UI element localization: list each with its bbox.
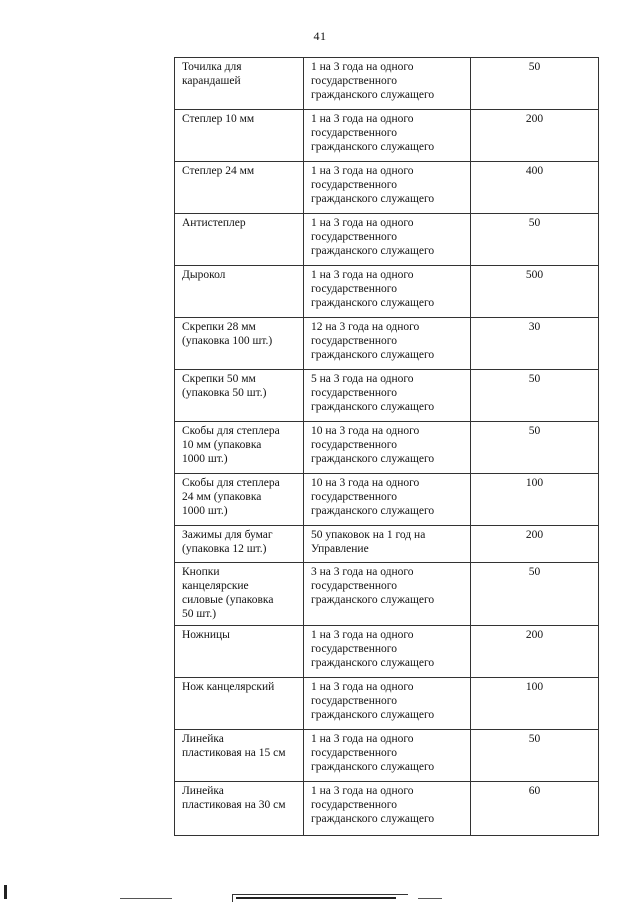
item-name-cell: [175, 782, 304, 836]
norm-cell: [304, 526, 471, 563]
norm-cell: [304, 563, 471, 626]
norm-cell: [304, 730, 471, 782]
item-name-cell: [175, 370, 304, 422]
item-price: 50: [528, 733, 541, 745]
norm-cell: [304, 266, 471, 318]
item-norm: 1 на 3 года на одного государственного гражданского служащего: [311, 629, 435, 669]
norm-cell: [304, 626, 471, 678]
norm-cell: [304, 370, 471, 422]
item-name: Зажимы для бумаг (упаковка 12 шт.): [182, 529, 273, 555]
item-norm: 5 на 3 года на одного государственного гражданского служащего: [311, 373, 435, 413]
item-name-cell: [175, 563, 304, 626]
item-price: 500: [525, 269, 544, 281]
item-norm: 10 на 3 года на одного государственного гражданского служащего: [311, 477, 435, 517]
item-norm: 1 на 3 года на одного государственного гражданского служащего: [311, 733, 435, 773]
item-norm: 1 на 3 года на одного государственного гражданского служащего: [311, 269, 435, 309]
supplies-norms-table: [174, 57, 599, 836]
table-row: [175, 422, 599, 474]
item-name: Линейка пластиковая на 15 см: [182, 733, 286, 759]
item-name-cell: [175, 678, 304, 730]
item-name: Скобы для степлера 24 мм (упаковка 1000 шт.): [182, 477, 280, 517]
table-row: [175, 526, 599, 563]
item-price: 400: [525, 165, 544, 177]
item-name: Точилка для карандашей: [182, 61, 242, 87]
item-name-cell: [175, 422, 304, 474]
item-norm: 1 на 3 года на одного государственного гражданского служащего: [311, 785, 435, 825]
item-name: Кнопки канцелярские силовые (упаковка 50 шт.): [182, 566, 274, 620]
item-norm: 50 упаковок на 1 год на Управление: [311, 529, 426, 555]
item-name: Ножницы: [182, 629, 230, 641]
norm-cell: [304, 58, 471, 110]
price-cell: [471, 266, 599, 318]
item-price: 50: [528, 566, 541, 578]
table-row: [175, 626, 599, 678]
norm-cell: [304, 162, 471, 214]
table-row: [175, 110, 599, 162]
item-price: 60: [528, 785, 541, 797]
item-price: 50: [528, 425, 541, 437]
item-name-cell: [175, 626, 304, 678]
page-number: 41: [313, 29, 327, 43]
table-row: [175, 730, 599, 782]
footer-stamp-line: [236, 897, 396, 899]
price-cell: [471, 110, 599, 162]
norm-cell: [304, 110, 471, 162]
footer-rule-left: [120, 898, 172, 899]
item-name-cell: [175, 266, 304, 318]
price-cell: [471, 318, 599, 370]
item-norm: 1 на 3 года на одного государственного гражданского служащего: [311, 165, 435, 205]
price-cell: [471, 678, 599, 730]
norm-cell: [304, 214, 471, 266]
norm-cell: [304, 782, 471, 836]
item-norm: 1 на 3 года на одного государственного гражданского служащего: [311, 681, 435, 721]
item-name-cell: [175, 58, 304, 110]
price-cell: [471, 422, 599, 474]
item-norm: 1 на 3 года на одного государственного гражданского служащего: [311, 217, 435, 257]
item-price: 50: [528, 61, 541, 73]
norm-cell: [304, 422, 471, 474]
price-cell: [471, 58, 599, 110]
price-cell: [471, 730, 599, 782]
item-norm: 3 на 3 года на одного государственного гражданского служащего: [311, 566, 435, 606]
price-cell: [471, 526, 599, 563]
table-row: [175, 318, 599, 370]
table-row: [175, 214, 599, 266]
item-norm: 12 на 3 года на одного государственного гражданского служащего: [311, 321, 435, 361]
item-norm: 1 на 3 года на одного государственного гражданского служащего: [311, 61, 435, 101]
price-cell: [471, 474, 599, 526]
item-name: Степлер 24 мм: [182, 165, 255, 177]
item-name: Скрепки 50 мм (упаковка 50 шт.): [182, 373, 267, 399]
item-name: Степлер 10 мм: [182, 113, 255, 125]
table-row: [175, 678, 599, 730]
item-name-cell: [175, 214, 304, 266]
table-row: [175, 266, 599, 318]
item-price: 50: [528, 217, 541, 229]
norm-cell: [304, 678, 471, 730]
item-norm: 1 на 3 года на одного государственного гражданского служащего: [311, 113, 435, 153]
item-name-cell: [175, 110, 304, 162]
scan-margin-mark: [4, 885, 7, 899]
item-name-cell: [175, 730, 304, 782]
item-name: Скобы для степлера 10 мм (упаковка 1000 шт.): [182, 425, 280, 465]
table-row: [175, 474, 599, 526]
table-row: [175, 563, 599, 626]
norm-cell: [304, 474, 471, 526]
item-name: Дырокол: [182, 269, 226, 281]
footer-rule-right: [418, 898, 442, 899]
price-cell: [471, 782, 599, 836]
item-price: 200: [525, 113, 544, 125]
item-name-cell: [175, 162, 304, 214]
price-cell: [471, 626, 599, 678]
item-name: Скрепки 28 мм (упаковка 100 шт.): [182, 321, 273, 347]
item-price: 200: [525, 529, 544, 541]
item-name: Линейка пластиковая на 30 см: [182, 785, 286, 811]
price-cell: [471, 162, 599, 214]
item-price: 100: [525, 477, 544, 489]
item-price: 30: [528, 321, 541, 333]
price-cell: [471, 214, 599, 266]
item-price: 50: [528, 373, 541, 385]
item-name-cell: [175, 474, 304, 526]
table-row: [175, 370, 599, 422]
item-norm: 10 на 3 года на одного государственного гражданского служащего: [311, 425, 435, 465]
table-row: [175, 58, 599, 110]
item-price: 100: [525, 681, 544, 693]
item-name-cell: [175, 318, 304, 370]
table-row: [175, 782, 599, 836]
table-row: [175, 162, 599, 214]
item-name-cell: [175, 526, 304, 563]
item-price: 200: [525, 629, 544, 641]
item-name: Антистеплер: [182, 217, 246, 229]
price-cell: [471, 563, 599, 626]
norm-cell: [304, 318, 471, 370]
item-name: Нож канцелярский: [182, 681, 275, 693]
price-cell: [471, 370, 599, 422]
